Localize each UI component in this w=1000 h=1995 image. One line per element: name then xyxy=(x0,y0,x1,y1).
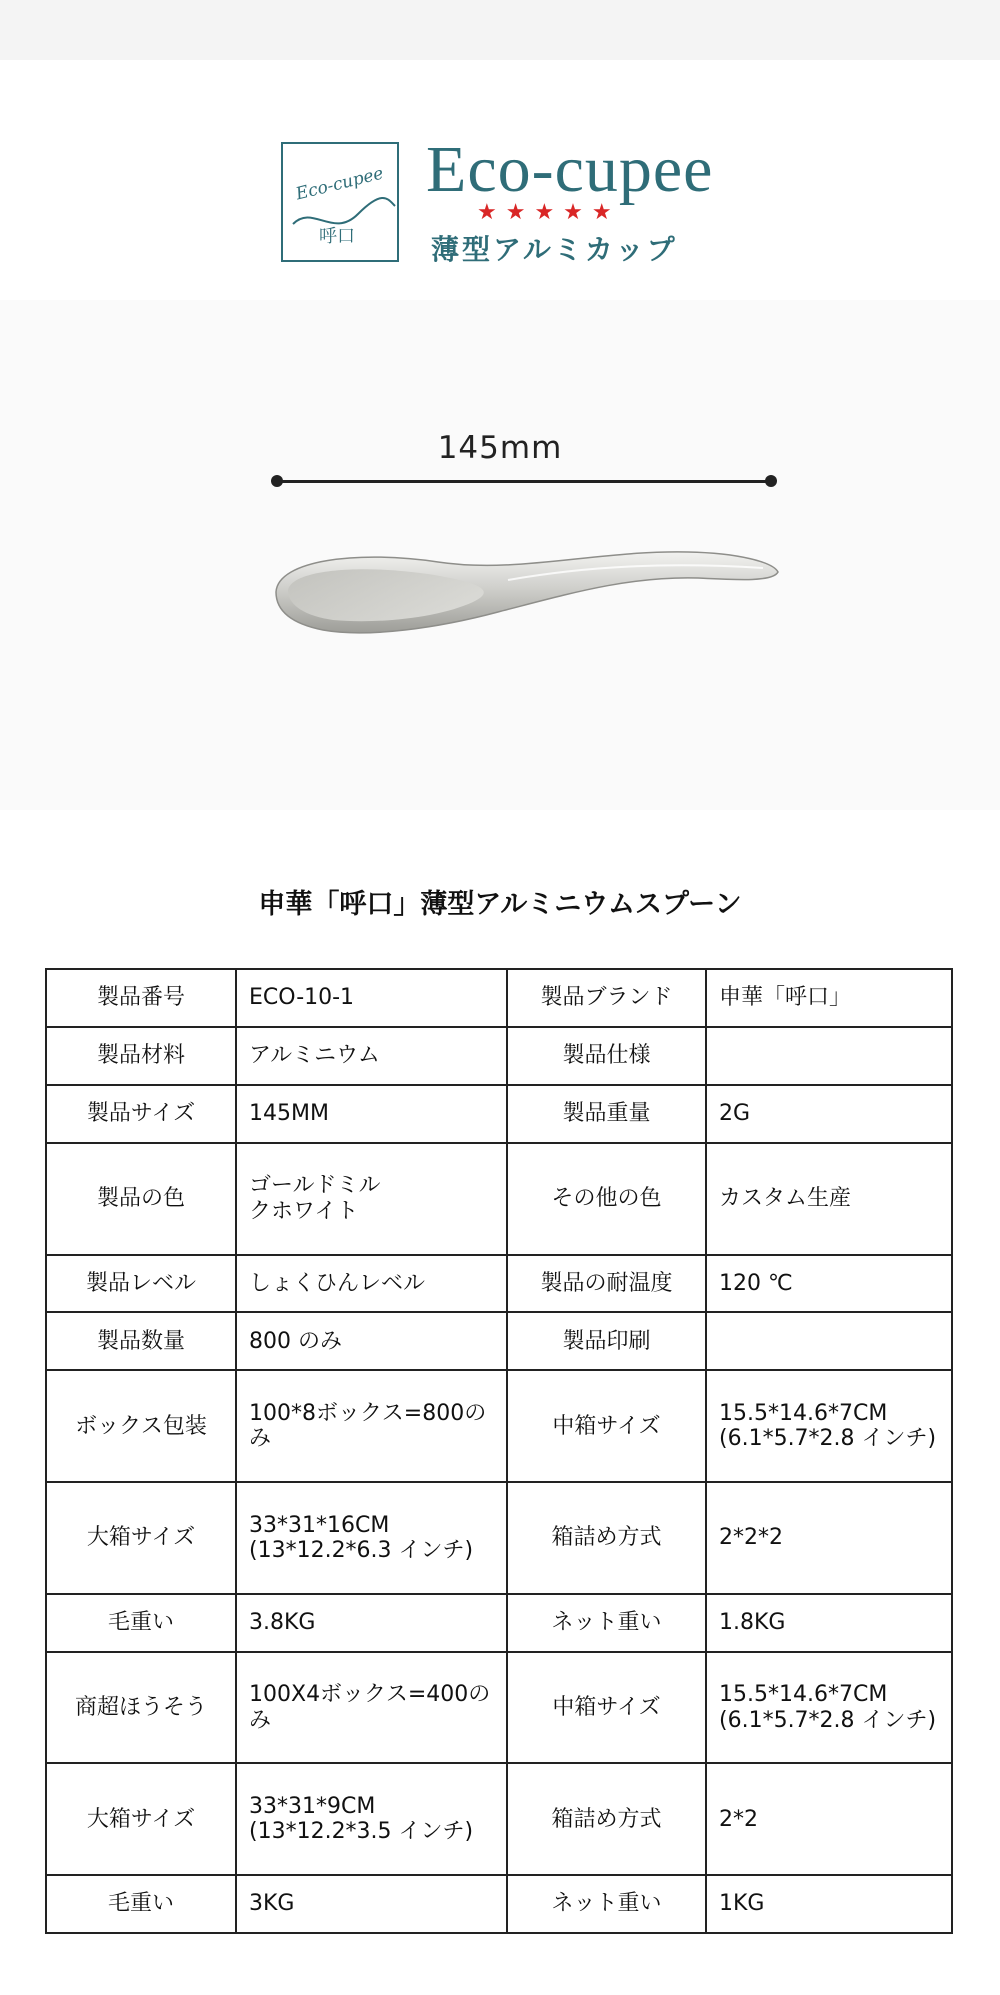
spec-value-cell xyxy=(706,1143,952,1255)
spec-label-cell xyxy=(46,1594,236,1652)
spec-label: 製品重量 xyxy=(562,1101,651,1127)
spec-value: (13*12.2*3.5 インチ) xyxy=(249,1819,474,1845)
spec-value: 15.5*14.6*7CM xyxy=(719,1682,888,1708)
spec-label: 製品の色 xyxy=(96,1186,185,1212)
table-row xyxy=(46,1085,952,1143)
spec-value: 2*2 xyxy=(719,1806,758,1832)
product-title: 申華「呼口」薄型アルミニウムスプーン xyxy=(258,889,742,920)
logo-title: Eco-cupee xyxy=(426,133,714,206)
spec-value: 800 のみ xyxy=(249,1328,342,1354)
spec-label-cell xyxy=(507,1312,706,1370)
spec-value: カスタム生産 xyxy=(719,1186,852,1212)
spec-label-cell xyxy=(46,1370,236,1482)
spec-label: ネット重い xyxy=(551,1610,662,1636)
logo-emblem-subtext: 呼口 xyxy=(319,226,355,247)
table-row xyxy=(46,1370,952,1482)
spec-value: クホワイト xyxy=(249,1198,359,1224)
spec-value: 120 ℃ xyxy=(719,1270,793,1296)
spec-label: 製品レベル xyxy=(85,1270,196,1296)
spoon-image xyxy=(268,540,788,650)
spec-value: (6.1*5.7*2.8 インチ) xyxy=(719,1426,937,1452)
spec-value-cell xyxy=(236,1763,507,1875)
spec-value: 2G xyxy=(719,1101,751,1127)
spec-label-cell xyxy=(507,1143,706,1255)
spec-label: 箱詰め方式 xyxy=(551,1525,662,1551)
spec-value-cell xyxy=(706,969,952,1027)
spec-label: 製品番号 xyxy=(96,985,185,1011)
logo-subtitle: 薄型アルミカップ xyxy=(431,233,678,266)
spec-label-cell xyxy=(507,1652,706,1764)
spec-label: 商超ほうそう xyxy=(74,1694,207,1720)
spec-value: 15.5*14.6*7CM xyxy=(719,1400,888,1426)
spec-value: アルミニウム xyxy=(249,1043,380,1069)
spec-value-cell xyxy=(236,1875,507,1933)
table-row xyxy=(46,1312,952,1370)
spec-value-cell xyxy=(706,1875,952,1933)
spec-value: ゴールドミル xyxy=(249,1173,381,1199)
spec-label-cell xyxy=(507,1594,706,1652)
spec-value: 33*31*9CM xyxy=(249,1793,376,1819)
table-row xyxy=(46,969,952,1027)
spec-label: 毛重い xyxy=(107,1891,174,1917)
spec-label: その他の色 xyxy=(551,1186,662,1212)
spec-label-cell xyxy=(507,1085,706,1143)
spec-label-cell xyxy=(46,1255,236,1313)
spec-label-cell xyxy=(46,1027,236,1085)
spec-value-cell xyxy=(706,1370,952,1482)
dimension-end-dot xyxy=(765,475,777,487)
spec-value-cell xyxy=(706,1594,952,1652)
top-banner-strip xyxy=(0,0,1000,60)
spec-label: 製品ブランド xyxy=(540,985,673,1011)
spec-value-cell xyxy=(236,1482,507,1594)
table-row xyxy=(46,1594,952,1652)
spec-table xyxy=(45,968,953,1934)
spec-label: 製品材料 xyxy=(96,1043,185,1069)
logo-emblem-text: Eco-cupee xyxy=(293,163,386,205)
spec-label: 箱詰め方式 xyxy=(551,1806,662,1832)
spec-value-cell xyxy=(236,1143,507,1255)
spec-label-cell xyxy=(507,1027,706,1085)
table-row xyxy=(46,1027,952,1085)
spec-label-cell xyxy=(507,969,706,1027)
spec-value: 100*8ボックス=800のみ xyxy=(249,1400,487,1452)
spec-label: 製品サイズ xyxy=(86,1101,196,1127)
spec-value: (6.1*5.7*2.8 インチ) xyxy=(719,1707,937,1733)
spec-label: ボックス包装 xyxy=(75,1413,207,1439)
spec-label: 大箱サイズ xyxy=(86,1806,196,1832)
spec-value-cell xyxy=(706,1763,952,1875)
spec-label-cell xyxy=(46,1143,236,1255)
table-row xyxy=(46,1143,952,1255)
table-row xyxy=(46,1255,952,1313)
spec-value: 33*31*16CM xyxy=(249,1512,390,1538)
spec-label-cell xyxy=(46,1875,236,1933)
spec-label: 製品の耐温度 xyxy=(540,1270,673,1296)
spec-label-cell xyxy=(507,1763,706,1875)
table-row xyxy=(46,1482,952,1594)
spec-value-cell xyxy=(706,1312,952,1370)
spec-label-cell xyxy=(507,1875,706,1933)
logo-stars-icon: ★★★★★ xyxy=(477,200,621,225)
spec-value: しょくひんレベル xyxy=(249,1270,426,1296)
spec-label: 大箱サイズ xyxy=(86,1525,196,1551)
spec-value-cell xyxy=(236,1255,507,1313)
spec-label-cell xyxy=(46,1652,236,1764)
spec-label-cell xyxy=(46,1085,236,1143)
spec-value-cell xyxy=(236,1370,507,1482)
spec-value: 1KG xyxy=(719,1891,765,1917)
spec-label: 製品仕様 xyxy=(562,1043,651,1069)
spec-value: 2*2*2 xyxy=(719,1525,783,1551)
spec-value-cell xyxy=(706,1085,952,1143)
spec-value: 3.8KG xyxy=(249,1610,316,1636)
spec-label: 毛重い xyxy=(107,1610,174,1636)
spec-value: 100X4ボックス=400のみ xyxy=(249,1682,491,1733)
dimension-line xyxy=(275,480,773,483)
spec-label: 製品印刷 xyxy=(562,1328,651,1354)
spec-value-cell xyxy=(706,1027,952,1085)
spec-label: ネット重い xyxy=(551,1891,662,1917)
spec-label-cell xyxy=(507,1482,706,1594)
spec-label-cell xyxy=(46,1763,236,1875)
spec-value: (13*12.2*6.3 インチ) xyxy=(249,1537,474,1563)
spec-value-cell xyxy=(236,1594,507,1652)
spec-label-cell xyxy=(507,1370,706,1482)
spec-label-cell xyxy=(46,969,236,1027)
table-row xyxy=(46,1652,952,1764)
spec-label-cell xyxy=(46,1312,236,1370)
spec-value-cell xyxy=(236,1312,507,1370)
spec-value-cell xyxy=(236,1085,507,1143)
spec-label: 中箱サイズ xyxy=(552,1694,661,1720)
spec-label: 製品数量 xyxy=(96,1328,185,1354)
spec-value: 145MM xyxy=(249,1101,329,1127)
spec-value: 3KG xyxy=(249,1891,295,1917)
spec-value-cell xyxy=(706,1255,952,1313)
spec-value: 申華「呼口」 xyxy=(719,985,852,1011)
spec-label-cell xyxy=(46,1482,236,1594)
spec-value: ECO-10-1 xyxy=(249,985,355,1011)
spec-value-cell xyxy=(236,969,507,1027)
spec-value-cell xyxy=(706,1482,952,1594)
dimension-label: 145mm xyxy=(437,430,563,466)
spec-label-cell xyxy=(507,1255,706,1313)
brand-logo xyxy=(281,133,721,270)
spec-label: 中箱サイズ xyxy=(552,1413,661,1439)
table-row xyxy=(46,1763,952,1875)
spec-value-cell xyxy=(236,1652,507,1764)
spec-value-cell xyxy=(706,1652,952,1764)
logo-emblem-box xyxy=(281,142,399,262)
table-row xyxy=(46,1875,952,1933)
spec-value-cell xyxy=(236,1027,507,1085)
dimension-start-dot xyxy=(271,475,283,487)
spec-value: 1.8KG xyxy=(719,1610,786,1636)
